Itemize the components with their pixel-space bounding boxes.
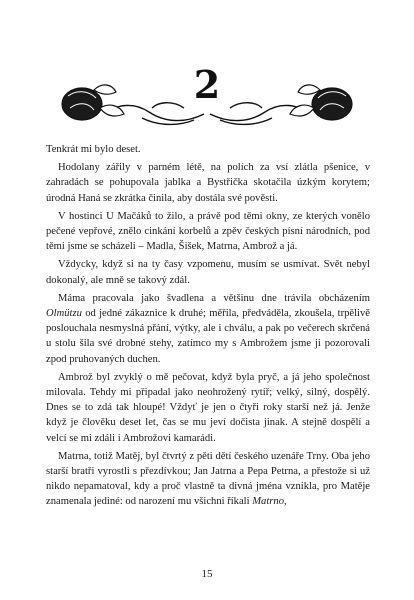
paragraph [46,449,370,510]
paragraph-text: od jedné zákaznice k druhé; měřila, předváděla, zkoušela, trpělivě poslouchala nesmyslná přání, výtky, ale i chválu, a pak po večerech skrčená u stolu šila své drobné stehy, zatímco my s Ambrožem jsme ji pozorovali zpod pruhovaných duchen. [46,308,370,365]
page-number: 15 [201,568,213,580]
paragraph [46,291,370,367]
paragraph-text: V hostinci U Mačáků to žilo, a právě pod těmi okny, ze kterých vonělo pečené vepřové, znělo cinkání korbelů a zpěv českých písní národních, pod těmi jsme se scházeli – Madla, Šišek, Matrna, Ambrož a já. [46,210,370,253]
paragraph-text: Hodolany zářily v parném létě, na polích za vsí zlátla pšenice, v zahradách se pohupovala jablka a Bystřička skotačila úzkým korytem; úrodná Haná se zkrátka činila, aby dostála své pověsti. [46,162,370,204]
body-text [46,142,370,513]
chapter-number: 2 [193,62,221,107]
paragraph [46,257,370,287]
paragraph [46,160,370,206]
paragraph-text: Tenkrát mi bylo deset. [46,144,141,155]
italic-text: Matrno, [252,496,287,508]
italic-text: Olmützu [46,308,82,320]
paragraph-text: Vždycky, když si na ty časy vzpomenu, musím se usmívat. Svět nebyl dokonalý, ale mně se takový zdál. [46,259,370,286]
paragraph [46,142,370,157]
paragraph-text: Matrna, totiž Matěj, byl čtvrtý z pěti dětí českého uzenáře Trny. Oba jeho starší bratři vyrostli s přezdívkou; Jan Jatrna a Pepa Petrna, a přestože si už nikdo nepamatoval, kdy a proč vlastně ta divná jména vznikla, pro Matěje znamenala jediné: od narození mu všichni říkali [46,450,370,508]
paragraph [46,370,370,446]
paragraph [46,209,370,255]
paragraph-text: Ambrož byl zvyklý o mě pečovat, když byla pryč, a já jeho společnost milovala. Tehdy mi připadal jako neohrožený rytíř; velký, silný, dospělý. Dnes se to zdá tak hloupé! Vždyť je jen o čtyři roky starší než já. Jenže když je člověku deset let, čas se mu jeví dočista jinak. A stejně dospělí a velcí se mi zdáli i Ambrožovi kamarádi. [46,371,370,444]
paragraph-text: Máma pracovala jako švadlena a většinu dne trávila obcházením [58,292,370,304]
